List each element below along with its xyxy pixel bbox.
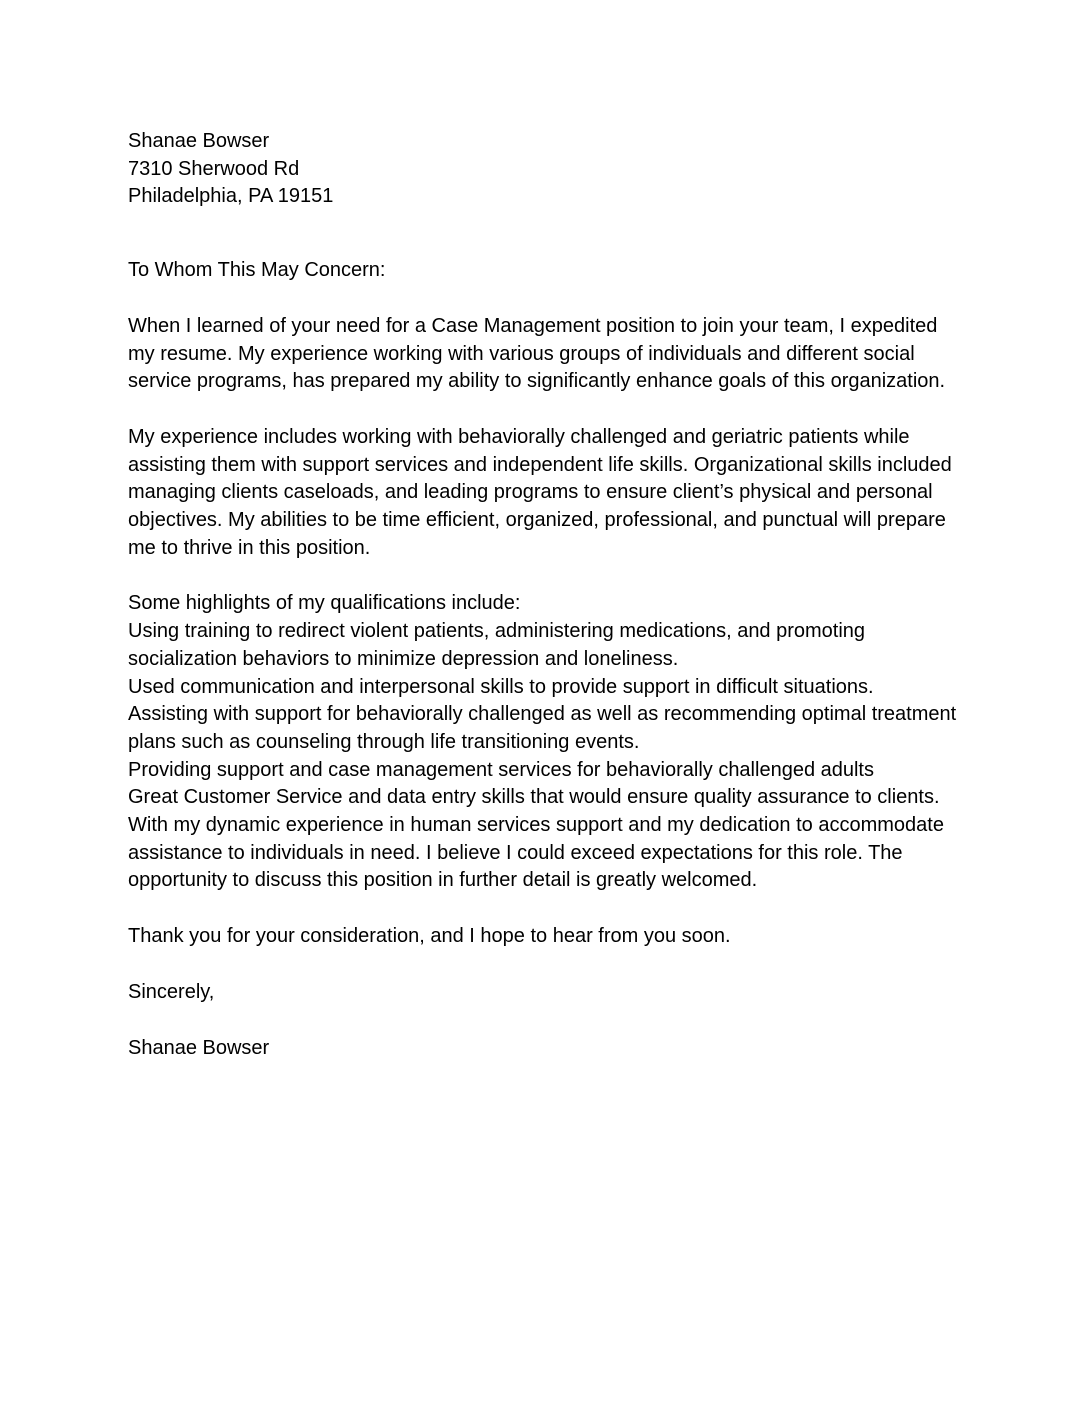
- highlight-item: Using training to redirect violent patients, administering medications, and promoting socialization behaviors to minimize depression and loneliness.: [128, 620, 866, 670]
- paragraph-thank-you: Thank you for your consideration, and I hope to hear from you soon.: [128, 925, 731, 948]
- highlight-item: Assisting with support for behaviorally challenged as well as recommending optimal treatment plans such as counseling through life transitioning events.: [128, 703, 957, 753]
- salutation: To Whom This May Concern:: [128, 259, 386, 282]
- highlight-item: Providing support and case management services for behaviorally challenged adults: [128, 758, 874, 781]
- valediction: Sincerely,: [128, 980, 215, 1003]
- signature-name: Shanae Bowser: [128, 1036, 270, 1059]
- highlights-section: [128, 590, 960, 895]
- highlight-item: Used communication and interpersonal skills to provide support in difficult situations.: [128, 675, 874, 698]
- highlight-item: With my dynamic experience in human services support and my dedication to accommodate assistance to individuals in need. I believe I could exceed expectations for this role. The opportunity to discuss this position in further detail is greatly welcomed.: [128, 814, 944, 892]
- highlight-item: Great Customer Service and data entry skills that would ensure quality assurance to clients.: [128, 786, 940, 809]
- highlights-intro: Some highlights of my qualifications include:: [128, 592, 521, 615]
- sender-city-state-zip: Philadelphia, PA 19151: [128, 185, 334, 208]
- paragraph-introduction: When I learned of your need for a Case Management position to join your team, I expedited my resume. My experience working with various groups of individuals and different social service programs, has prepared my ability to significantly enhance goals of this organization.: [128, 314, 946, 393]
- paragraph-experience: My experience includes working with behaviorally challenged and geriatric patients while assisting them with support services and independent life skills. Organizational skills included managing clients caseloads, and leading programs to ensure client’s physical and personal objectives. My abilities to be time efficient, organized, professional, and punctual will prepare me to thrive in this position.: [128, 425, 952, 559]
- sender-street-address: 7310 Sherwood Rd: [128, 157, 300, 180]
- sender-address-block: [128, 128, 960, 211]
- sender-name: Shanae Bowser: [128, 130, 270, 152]
